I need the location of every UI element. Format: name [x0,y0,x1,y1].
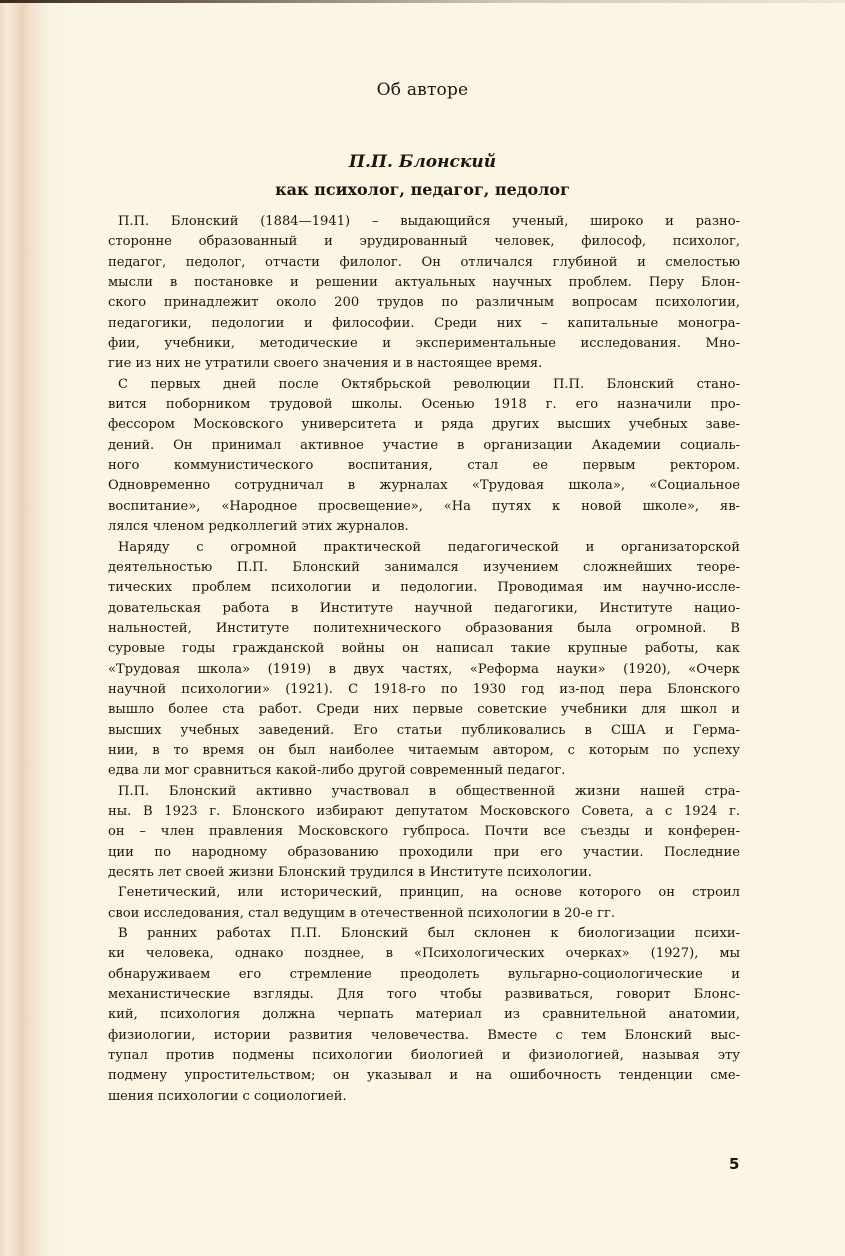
article-title-subtitle: как психолог, педагог, педолог [275,180,570,199]
text-line: довательская работа в Институте научной педагогики, Институте нацио- [108,600,740,616]
text-line: фессором Московского университета и ряда других высших учебных заве- [108,417,740,433]
text-line: мысли в постановке и решении актуальных научных проблем. Перу Блон- [108,275,740,291]
page-number: 5 [729,1155,740,1173]
text-line: он – член правления Московского губпроса. Почти все съезды и конферен- [108,824,740,840]
text-line: ского принадлежит около 200 трудов по различным вопросам психологии, [108,295,740,311]
text-line: П.П. Блонский активно участвовал в общественной жизни нашей стра- [118,783,740,799]
text-line: педагогики, педологии и философии. Среди них – капитальные моногра- [108,315,740,331]
text-line: тупал против подмены психологии биологией и физиологией, называя эту [108,1048,740,1064]
text-line: Генетический, или исторический, принцип, на основе которого он строил [118,885,740,901]
text-line: дений. Он принимал активное участие в организации Академии социаль- [108,437,740,453]
text-line: «Трудовая школа» (1919) в двух частях, «Реформа науки» (1920), «Очерк [108,661,740,677]
text-line: С первых дней после Октябрьской революции П.П. Блонский стано- [118,376,740,392]
text-line: тических проблем психологии и педологии. Проводимая им научно-иссле- [108,580,740,596]
text-line: нии, в то время он был наиболее читаемым автором, с которым по успеху [108,742,740,758]
text-line: вышло более ста работ. Среди них первые советские учебники для школ и [108,702,740,718]
text-line: фии, учебники, методические и экспериментальные исследования. Мно- [108,336,740,352]
text-line: высших учебных заведений. Его статьи публиковались в США и Герма- [108,722,740,738]
text-line: П.П. Блонский (1884—1941) – выдающийся ученый, широко и разно- [118,214,740,229]
text-line: научной психологии» (1921). С 1918-го по 1930 год из-под пера Блонского [108,681,740,697]
text-line: десять лет своей жизни Блонский трудился в Институте психологии. [108,865,592,880]
text-line: Одновременно сотрудничал в журналах «Трудовая школа», «Социальное [108,478,740,494]
text-line: Наряду с огромной практической педагогической и организаторской [118,539,740,555]
text-line: свои исследования, стал ведущим в отечественной психологии в 20-е гг. [108,905,615,921]
text-line: подмену упростительством; он указывал и на ошибочность тенденции сме- [108,1068,740,1084]
text-line: ного коммунистического воспитания, стал ее первым ректором. [108,458,740,474]
text-line: гие из них не утратили своего значения и в настоящее время. [108,356,543,372]
scan-edge [0,0,845,3]
text-line: воспитание», «Народное просвещение», «На путях к новой школе», яв- [108,498,740,514]
article-body [108,212,740,1107]
section-label: Об авторе [376,80,469,100]
text-line: лялся членом редколлегий этих журналов. [108,519,409,535]
text-line: В ранних работах П.П. Блонский был склонен к биологизации психи- [118,926,740,942]
text-line: сторонне образованный и эрудированный человек, философ, психолог, [108,234,740,250]
text-line: едва ли мог сравниться какой-либо другой современный педагог. [108,763,566,779]
text-line: кий, психология должна черпать материал из сравнительной анатомии, [108,1007,740,1023]
text-line: вится поборником трудовой школы. Осенью 1918 г. его назначили про- [108,397,740,413]
text-line: механистические взгляды. Для того чтобы развиваться, говорит Блонс- [108,987,740,1003]
text-line: ции по народному образованию проходили при его участии. Последние [108,844,740,860]
article-title-name: П.П. Блонский [348,152,497,172]
text-line: суровые годы гражданской войны он написал такие крупные работы, как [108,641,740,657]
text-line: физиологии, истории развития человечества. Вместе с тем Блонский выс- [108,1027,740,1043]
text-line: педагог, педолог, отчасти филолог. Он отличался глубиной и смелостью [108,254,740,270]
text-line: ны. В 1923 г. Блонского избирают депутатом Московского Совета, а с 1924 г. [108,803,740,819]
text-line: нальностей, Институте политехнического образования была огромной. В [108,620,740,636]
text-line: шения психологии с социологией. [108,1088,347,1104]
text-line: деятельностью П.П. Блонский занимался изучением сложнейших теоре- [108,559,740,575]
text-line: обнаруживаем его стремление преодолеть вульгарно-социологические и [108,966,740,982]
text-line: ки человека, однако позднее, в «Психологических очерках» (1927), мы [108,946,740,962]
